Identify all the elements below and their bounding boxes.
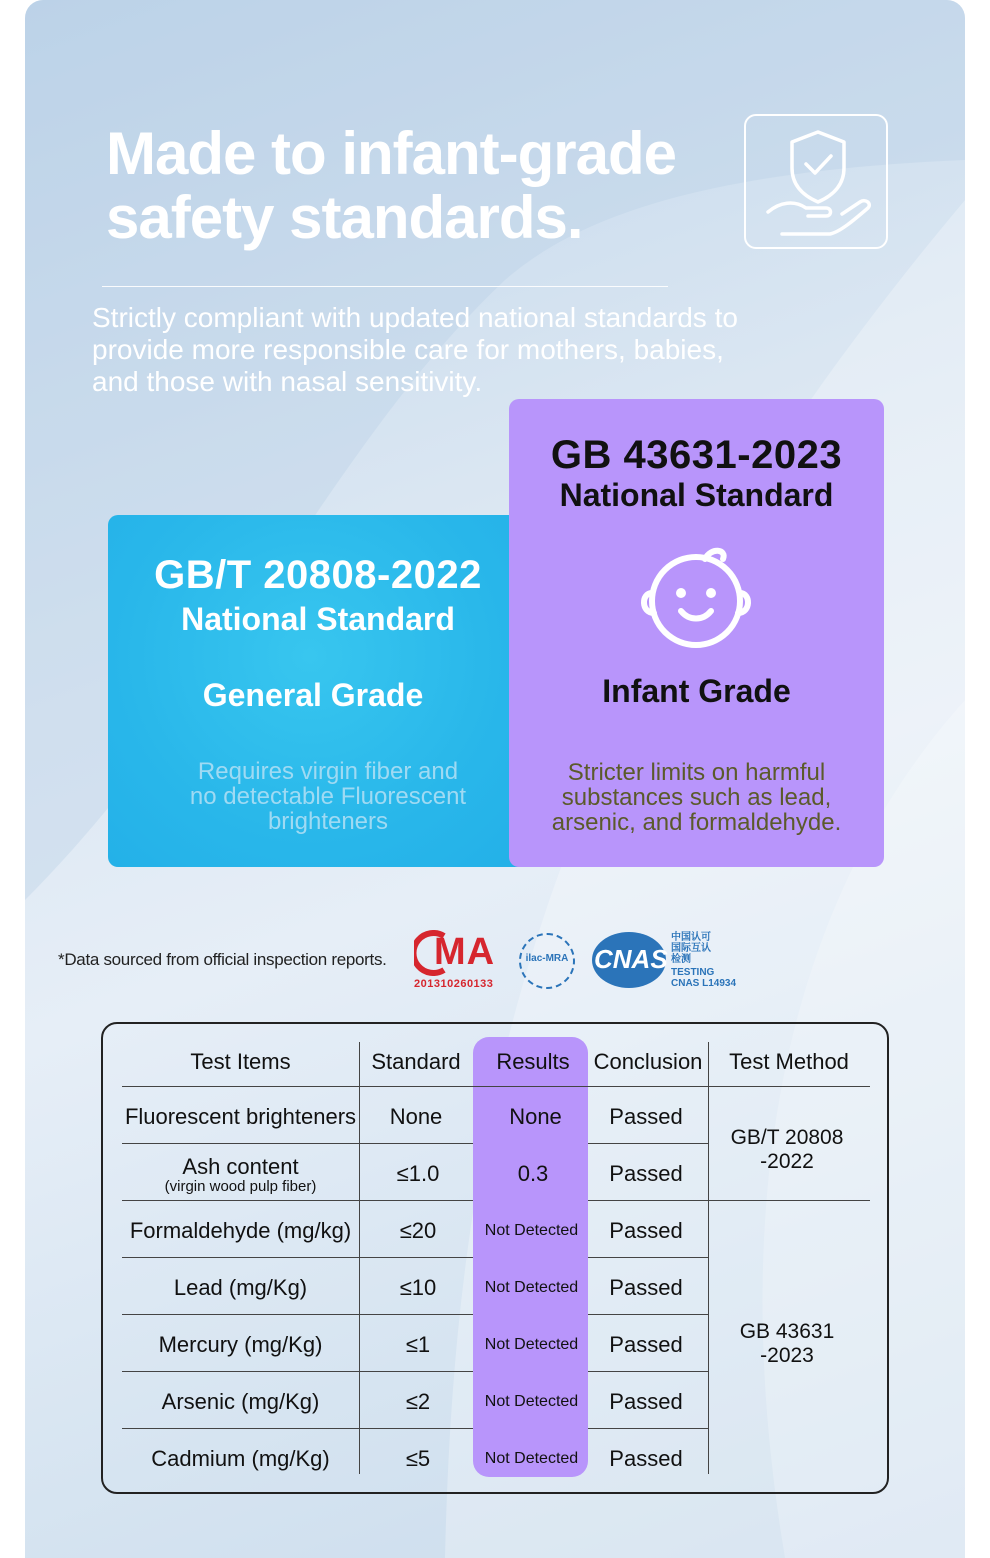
test-method-general <box>708 1126 866 1174</box>
table-row-item: Mercury (mg/Kg) <box>158 1332 323 1357</box>
table-row-item <box>122 1154 359 1195</box>
headline-line-1: Made to infant-grade <box>106 120 677 187</box>
row-divider <box>122 1371 473 1372</box>
intro-line-1: Strictly compliant with updated national standards to <box>92 302 738 333</box>
table-row-standard: ≤1.0 <box>396 1161 440 1186</box>
page-headline <box>106 122 676 250</box>
cnas-cn-line-1: 中国认可 <box>671 932 711 943</box>
row-divider <box>122 1257 473 1258</box>
test-method-general-line-1: GB/T 20808 <box>730 1126 844 1149</box>
table-row-result: Not Detected <box>484 1336 579 1353</box>
row-divider <box>122 1314 473 1315</box>
row-divider <box>588 1428 708 1429</box>
table-row-result: Not Detected <box>484 1222 579 1239</box>
cnas-testing <box>671 967 736 989</box>
row-divider <box>588 1143 708 1144</box>
table-row-conclusion: Passed <box>609 1446 683 1471</box>
row-divider <box>122 1200 473 1201</box>
headline-divider <box>102 286 668 287</box>
general-desc-line-1: Requires virgin fiber and <box>197 758 459 785</box>
table-row-standard: ≤10 <box>399 1275 437 1300</box>
header-results: Results <box>496 1049 570 1074</box>
infant-desc-line-1: Stricter limits on harmful <box>567 759 826 786</box>
table-row-result: Not Detected <box>484 1393 579 1410</box>
table-row-item: Arsenic (mg/Kg) <box>161 1389 320 1414</box>
cnas-cn-text <box>671 932 711 965</box>
intro-text <box>92 302 792 398</box>
table-row-conclusion: Passed <box>609 1104 683 1129</box>
intro-line-2: provide more responsible care for mothers, babies, <box>92 334 724 365</box>
infant-grade-card <box>509 399 884 867</box>
header-divider <box>122 1086 870 1087</box>
row-divider <box>588 1371 708 1372</box>
header-test-items: Test Items <box>190 1049 291 1074</box>
row-divider <box>588 1314 708 1315</box>
general-standard-code: GB/T 20808-2022 <box>154 553 482 597</box>
data-source-note: *Data sourced from official inspection reports. <box>58 950 387 969</box>
results-column-highlight <box>473 1037 588 1477</box>
column-divider <box>708 1042 709 1474</box>
table-row-conclusion: Passed <box>609 1275 683 1300</box>
table-row-result: Not Detected <box>484 1450 579 1467</box>
test-method-infant-line-2: -2023 <box>760 1344 814 1367</box>
general-desc-line-3: brighteners <box>267 808 389 835</box>
row-divider <box>588 1257 708 1258</box>
ilac-mra-logo <box>519 933 575 989</box>
table-row-standard: ≤2 <box>405 1389 431 1414</box>
infant-grade-description <box>509 760 884 835</box>
cnas-cn-line-2: 国际互认 <box>671 943 711 954</box>
row-divider <box>122 1428 473 1429</box>
table-row-item: Fluorescent brighteners <box>124 1104 357 1129</box>
table-row-conclusion: Passed <box>609 1332 683 1357</box>
infant-standard-subtitle: National Standard <box>559 477 834 513</box>
row-divider <box>122 1143 473 1144</box>
cnas-number: CNAS L14934 <box>671 978 737 989</box>
shield-hand-check-icon <box>746 116 886 247</box>
table-row-standard: None <box>389 1104 443 1129</box>
cnas-testing-label: TESTING <box>671 967 715 978</box>
cnas-cn-line-3: 检测 <box>671 954 691 965</box>
table-row-item-label: Ash content <box>182 1154 299 1179</box>
cma-logo <box>414 930 502 992</box>
header-conclusion: Conclusion <box>593 1049 703 1074</box>
general-grade-label: General Grade <box>202 677 424 713</box>
general-standard-subtitle: National Standard <box>181 601 455 637</box>
baby-face-icon <box>635 543 757 651</box>
test-method-infant-line-1: GB 43631 <box>739 1320 835 1343</box>
infant-desc-line-2: substances such as lead, <box>561 784 832 811</box>
ilac-text: ilac-MRA <box>525 953 569 964</box>
header-standard: Standard <box>371 1049 461 1074</box>
table-row-conclusion: Passed <box>609 1218 683 1243</box>
table-row-item: Lead (mg/Kg) <box>173 1275 308 1300</box>
cnas-logo <box>592 930 742 992</box>
infant-desc-line-3: arsenic, and formaldehyde. <box>551 809 842 836</box>
intro-line-3: and those with nasal sensitivity. <box>92 366 483 397</box>
infant-grade-label: Infant Grade <box>602 673 791 709</box>
cma-letters: MA <box>434 931 496 973</box>
headline-line-2: safety standards. <box>106 184 583 251</box>
table-row-standard: ≤20 <box>399 1218 437 1243</box>
cnas-letters: CNAS <box>594 944 668 974</box>
table-row-conclusion: Passed <box>609 1161 683 1186</box>
table-row-item-note: (virgin wood pulp fiber) <box>164 1178 317 1195</box>
test-method-infant <box>708 1320 866 1368</box>
header-test-method: Test Method <box>729 1049 849 1074</box>
infant-standard-code: GB 43631-2023 <box>550 433 843 477</box>
table-row-standard: ≤1 <box>405 1332 431 1357</box>
cma-number: 201310260133 <box>414 978 494 990</box>
table-row-result: Not Detected <box>484 1279 579 1296</box>
table-row-result: 0.3 <box>517 1161 549 1186</box>
shield-badge <box>744 114 888 249</box>
test-method-general-line-2: -2022 <box>760 1150 814 1173</box>
table-row-conclusion: Passed <box>609 1389 683 1414</box>
table-row-item: Cadmium (mg/Kg) <box>151 1446 330 1471</box>
general-grade-card <box>108 515 528 867</box>
table-row-item: Formaldehyde (mg/kg) <box>129 1218 352 1243</box>
general-grade-description <box>128 759 528 834</box>
general-desc-line-2: no detectable Fluorescent <box>189 783 467 810</box>
table-row-result: None <box>509 1104 562 1129</box>
table-row-standard: ≤5 <box>405 1446 431 1471</box>
row-divider <box>588 1200 870 1201</box>
